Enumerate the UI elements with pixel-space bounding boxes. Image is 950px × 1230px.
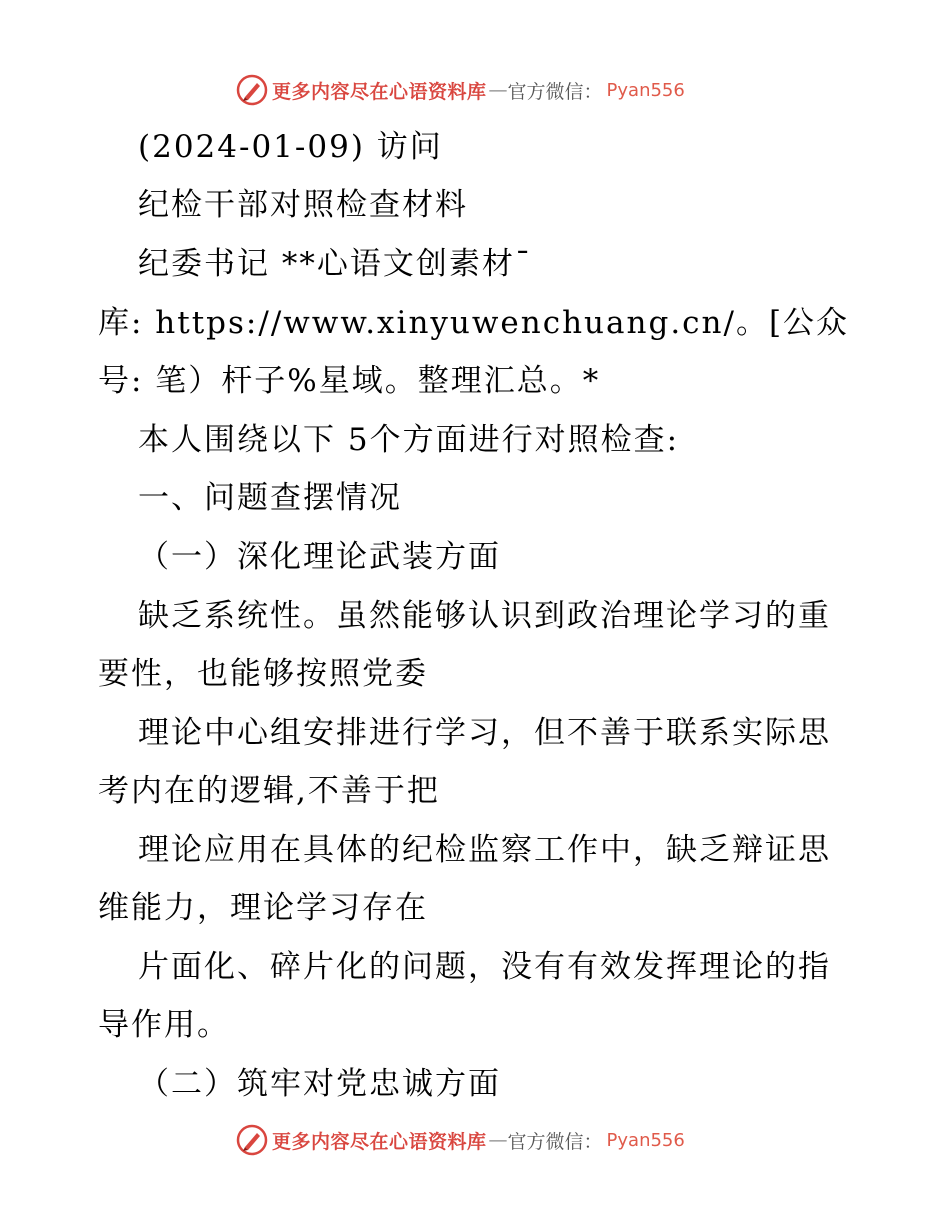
document-title: 纪检干部对照检查材料 bbox=[138, 187, 468, 223]
paragraph-line: 要性，也能够按照党委 bbox=[98, 656, 428, 692]
banner-wechat-label: 官方微信： bbox=[507, 80, 603, 103]
section-heading: 一、问题查摆情况 bbox=[138, 480, 402, 516]
banner-wechat-label: 官方微信： bbox=[507, 1130, 603, 1153]
subsection-heading-2: （二）筑牢对党忠诚方面 bbox=[138, 1066, 501, 1102]
paragraph-line: 理论中心组安排进行学习，但不善于联系实际思 bbox=[138, 715, 831, 751]
paragraph-line: 缺乏系统性。虽然能够认识到政治理论学习的重 bbox=[138, 598, 831, 634]
banner-site-text: 更多内容尽在心语资料库 bbox=[272, 80, 487, 103]
source-url-line: 库: https://www.xinyuwenchuang.cn/。[公众 bbox=[98, 305, 850, 341]
date-line: (2024-01-09) 访问 bbox=[138, 129, 443, 165]
paragraph-line: 理论应用在具体的纪检监察工作中，缺乏辩证思 bbox=[138, 832, 831, 868]
footer-watermark-banner bbox=[236, 1123, 685, 1157]
banner-site-text: 更多内容尽在心语资料库 bbox=[272, 1130, 487, 1153]
banner-wechat-id: Pyan556 bbox=[606, 79, 685, 101]
paragraph-line: 片面化、碎片化的问题，没有有效发挥理论的指 bbox=[138, 949, 831, 985]
paragraph-line: 考内在的逻辑,不善于把 bbox=[98, 773, 440, 809]
subsection-heading-1: （一）深化理论武装方面 bbox=[138, 539, 501, 575]
intro-line: 本人围绕以下 5个方面进行对照检查: bbox=[138, 422, 680, 458]
banner-wechat-id: Pyan556 bbox=[606, 1129, 685, 1151]
paragraph-line: 维能力，理论学习存在 bbox=[98, 890, 428, 926]
pen-logo-icon bbox=[236, 74, 268, 106]
banner-dash: — bbox=[488, 79, 508, 101]
paragraph-line: 导作用。 bbox=[98, 1007, 230, 1043]
author-line: 纪委书记 **心语文创素材¯ bbox=[138, 246, 533, 282]
header-watermark-banner bbox=[236, 73, 685, 107]
source-account-line: 号: 笔）杆子%星域。整理汇总。* bbox=[98, 363, 601, 399]
pen-logo-icon bbox=[236, 1124, 268, 1156]
banner-dash: — bbox=[488, 1129, 508, 1151]
